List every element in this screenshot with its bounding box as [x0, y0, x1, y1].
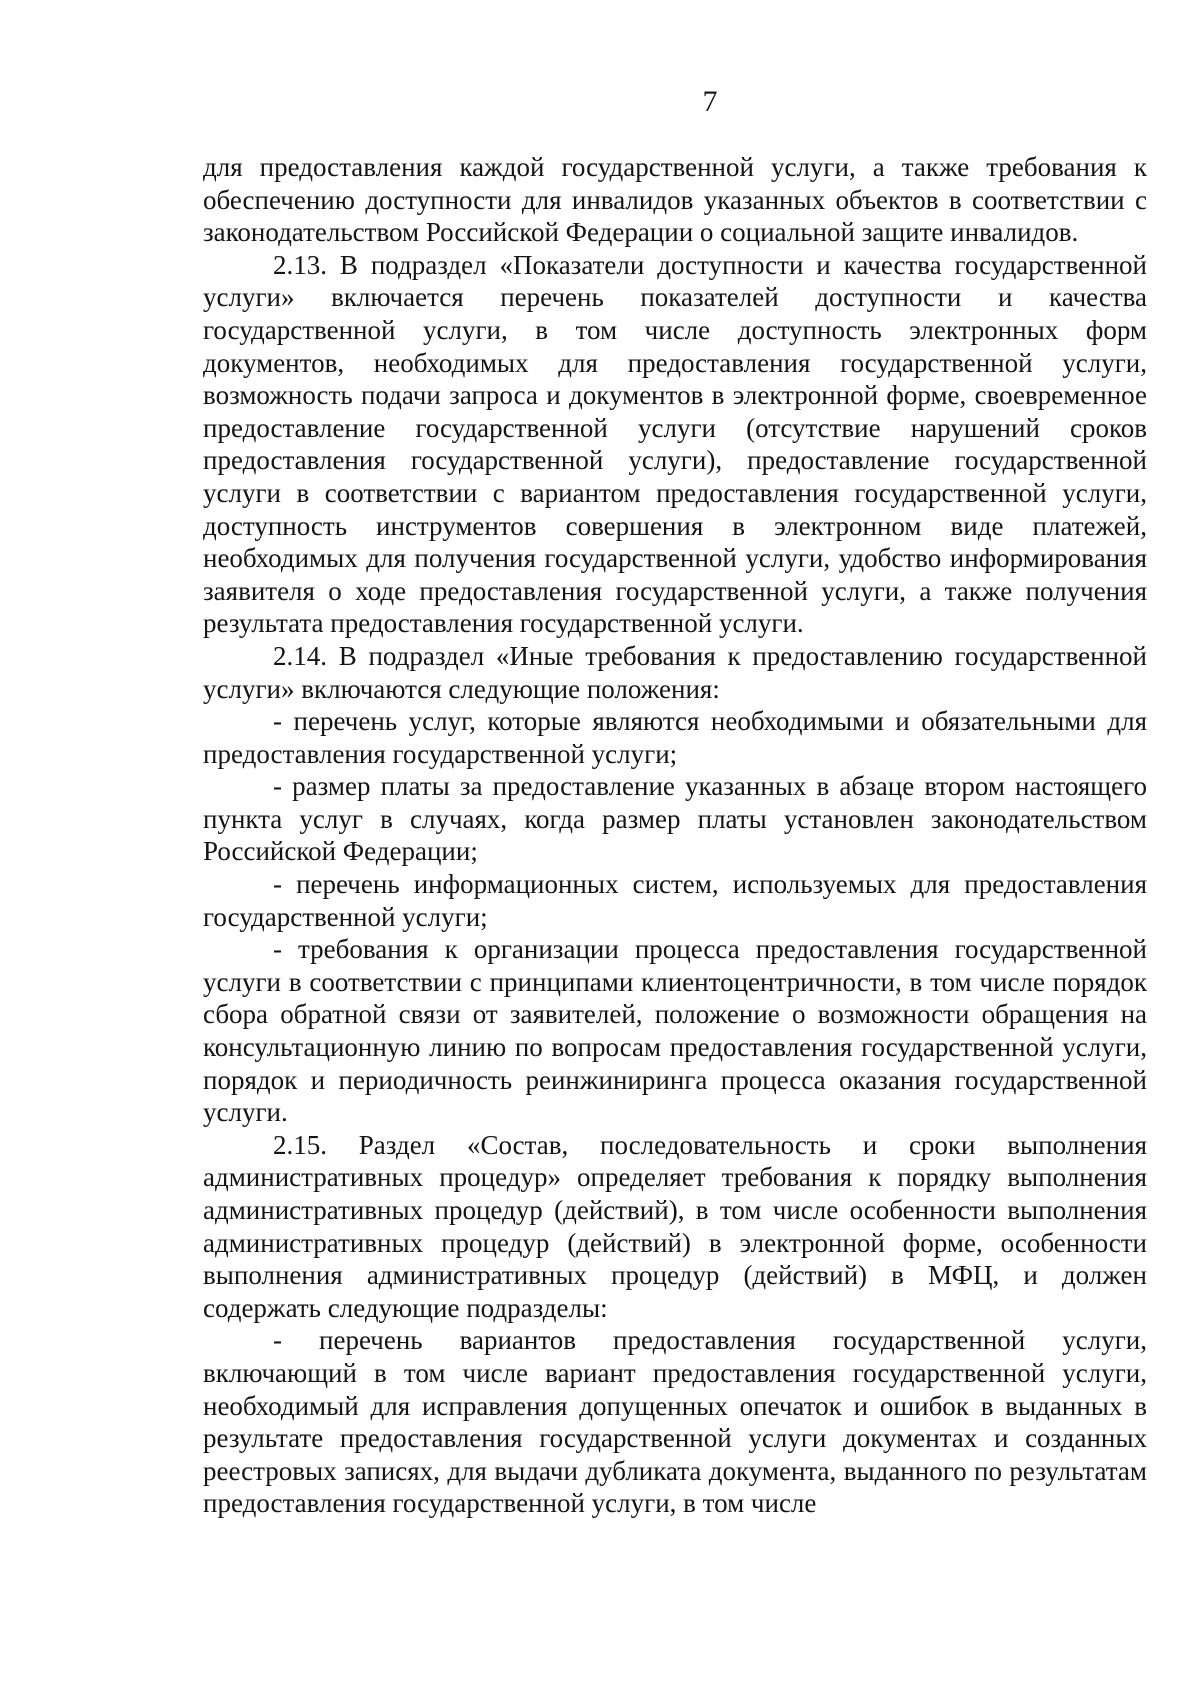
paragraph-2-15: 2.15. Раздел «Состав, последовательность и сроки выполнения административных процедур» определяет требования к порядку выполнения административных процедур (действий), в том числе особенности выполнения административных процедур (действий) в электронной форме, особенности выполнения административных процедур (действий) в МФЦ, и должен содержать следующие подразделы:: [203, 1129, 1147, 1323]
document-body: [203, 151, 1147, 1520]
paragraph-2-13: 2.13. В подраздел «Показатели доступности и качества государственной услуги» включается перечень показателей доступности и качества государственной услуги, в том числе доступность электронных форм документов, необходимых для предоставления государственной услуги, возможность подачи запроса и документов в электронной форме, своевременное предоставление государственной услуги (отсутствие нарушений сроков предоставления государственной услуги), предоставление государственной услуги в соответствии с вариантом предоставления государственной услуги, доступность инструментов совершения в электронном виде платежей, необходимых для получения государственной услуги, удобство информирования заявителя о ходе предоставления государственной услуги, а также получения результата предоставления государственной услуги.: [203, 249, 1147, 639]
list-item-client-centricity: - требования к организации процесса предоставления государственной услуги в соответствии с принципами клиентоцентричности, в том числе порядок сбора обратной связи от заявителей, положение о возможности обращения на консультационную линию по вопросам предоставления государственной услуги, порядок и периодичность реинжиниринга процесса оказания государственной услуги.: [203, 934, 1147, 1128]
list-item-fee: - размер платы за предоставление указанных в абзаце втором настоящего пункта услуг в случаях, когда размер платы установлен законодательством Российской Федерации;: [203, 771, 1147, 867]
list-item-information-systems: - перечень информационных систем, используемых для предоставления государственной услуги;: [203, 869, 1147, 932]
list-item-services: - перечень услуг, которые являются необходимыми и обязательными для предоставления государственной услуги;: [203, 706, 1147, 769]
list-item-variants: - перечень вариантов предоставления государственной услуги, включающий в том числе вариант предоставления государственной услуги, необходимый для исправления допущенных опечаток и ошибок в выданных в результате предоставления государственной услуги документах и созданных реестровых записях, для выдачи дубликата документа, выданного по результатам предоставления государственной услуги, в том числе: [203, 1325, 1147, 1519]
paragraph-continuation: для предоставления каждой государственной услуги, а также требования к обеспечению доступности для инвалидов указанных объектов в соответствии с законодательством Российской Федерации о социальной защите инвалидов.: [203, 152, 1147, 248]
paragraph-2-14: 2.14. В подраздел «Иные требования к предоставлению государственной услуги» включаются следующие положения:: [203, 640, 1147, 704]
page-number: 7: [702, 85, 718, 118]
